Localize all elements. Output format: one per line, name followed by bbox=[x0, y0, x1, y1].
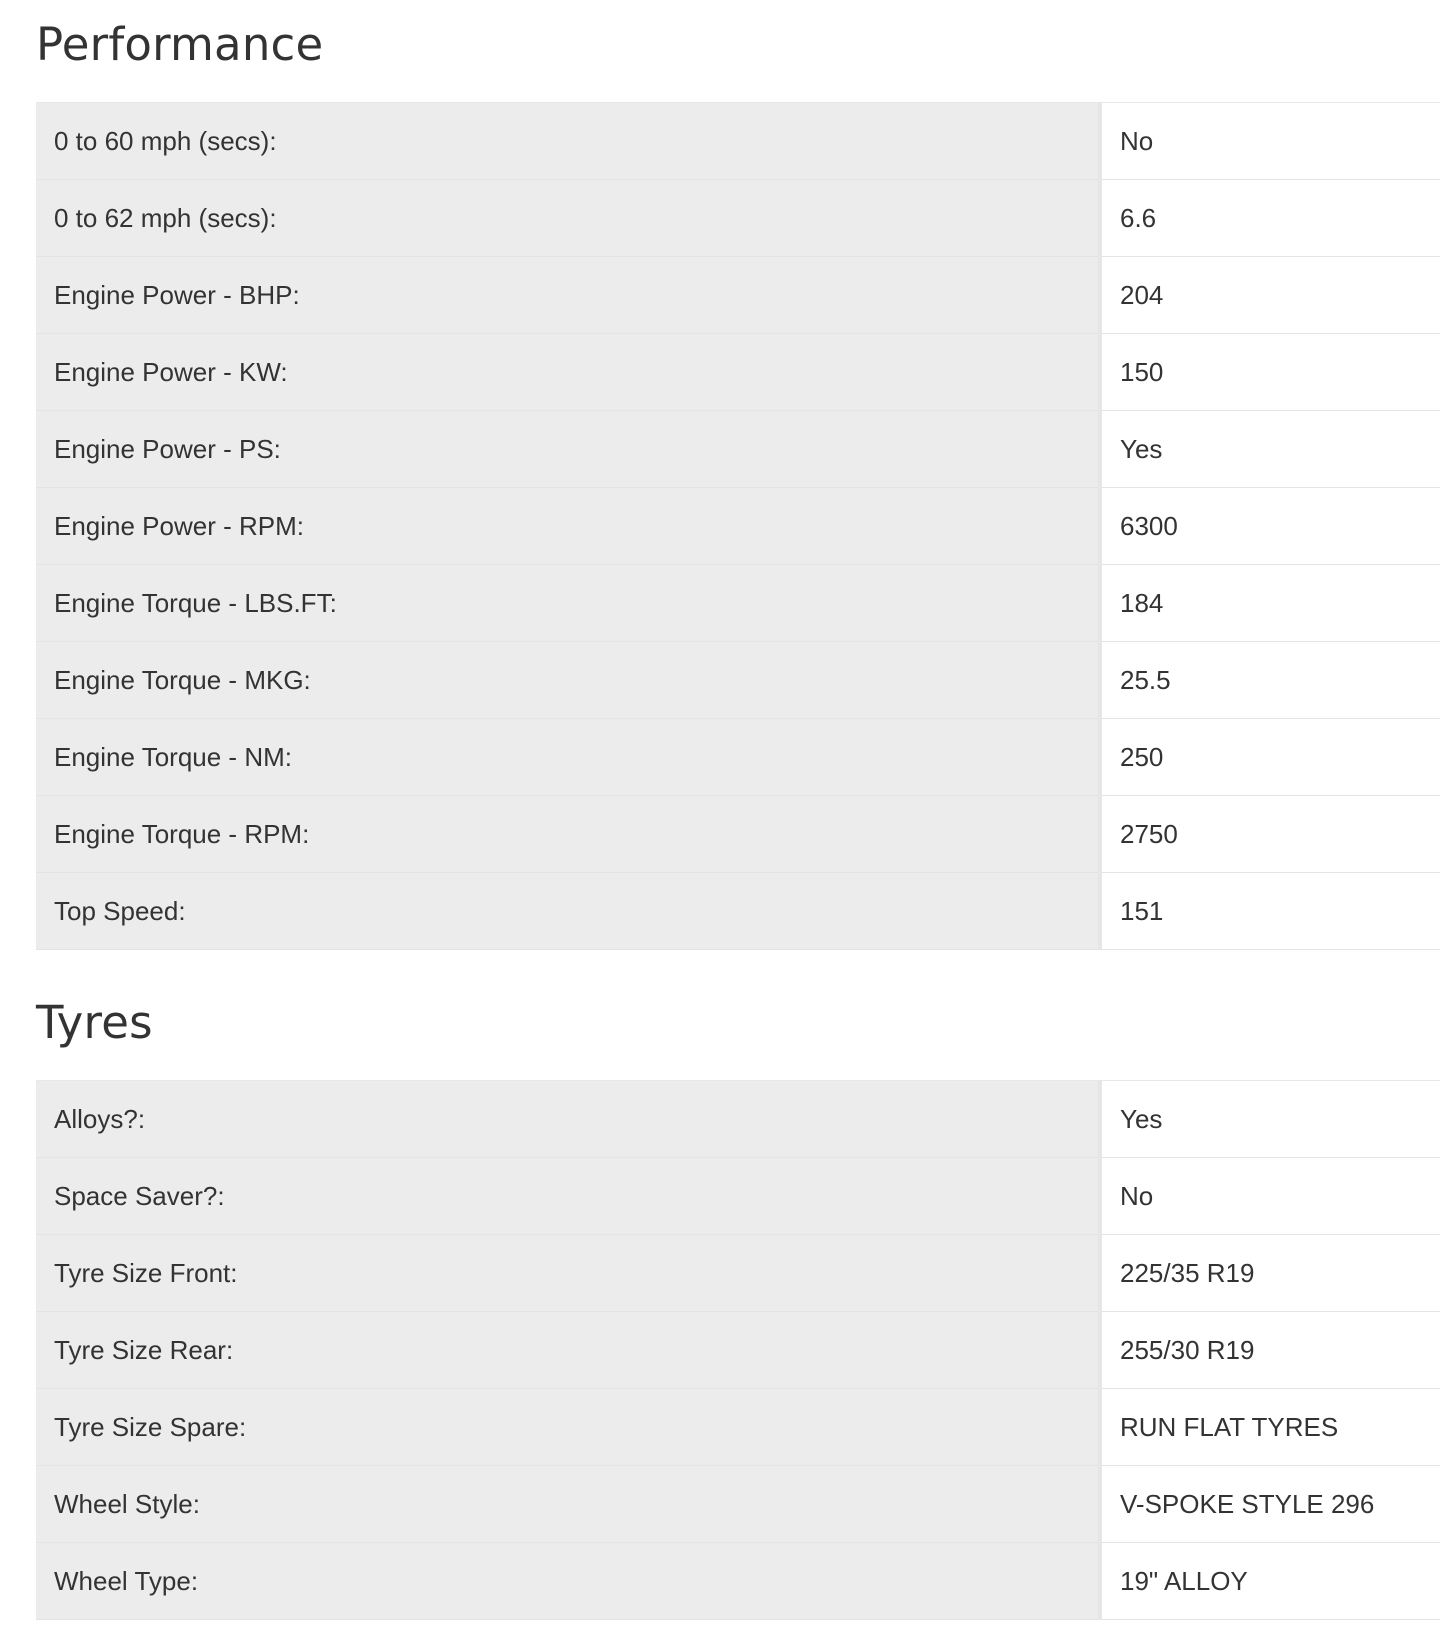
performance-section bbox=[36, 18, 1440, 71]
row-value: 6.6 bbox=[1100, 180, 1440, 257]
table-row bbox=[36, 873, 1440, 950]
tyres-table bbox=[36, 1080, 1440, 1620]
row-value: 250 bbox=[1100, 719, 1440, 796]
row-label: Tyre Size Spare: bbox=[36, 1389, 1100, 1466]
row-label: Wheel Type: bbox=[36, 1543, 1100, 1620]
table-row bbox=[36, 180, 1440, 257]
row-label: Alloys?: bbox=[36, 1081, 1100, 1158]
table-row bbox=[36, 103, 1440, 180]
row-label: Tyre Size Rear: bbox=[36, 1312, 1100, 1389]
row-label: Top Speed: bbox=[36, 873, 1100, 950]
row-label: Engine Power - BHP: bbox=[36, 257, 1100, 334]
row-value: 184 bbox=[1100, 565, 1440, 642]
table-row bbox=[36, 334, 1440, 411]
table-row bbox=[36, 1543, 1440, 1620]
row-label: Engine Power - RPM: bbox=[36, 488, 1100, 565]
row-value: Yes bbox=[1100, 411, 1440, 488]
performance-table-wrap bbox=[36, 102, 1440, 950]
row-value: V-SPOKE STYLE 296 bbox=[1100, 1466, 1440, 1543]
row-value: 19" ALLOY bbox=[1100, 1543, 1440, 1620]
row-label: Engine Torque - NM: bbox=[36, 719, 1100, 796]
section-title-tyres: Tyres bbox=[36, 996, 153, 1049]
table-row bbox=[36, 1158, 1440, 1235]
table-row bbox=[36, 257, 1440, 334]
row-value: RUN FLAT TYRES bbox=[1100, 1389, 1440, 1466]
row-label: Engine Power - KW: bbox=[36, 334, 1100, 411]
tyres-section bbox=[36, 996, 1440, 1049]
table-row bbox=[36, 796, 1440, 873]
row-label: Engine Torque - LBS.FT: bbox=[36, 565, 1100, 642]
table-row bbox=[36, 411, 1440, 488]
tyres-table-wrap bbox=[36, 1080, 1440, 1620]
row-label: Engine Torque - MKG: bbox=[36, 642, 1100, 719]
row-label: Tyre Size Front: bbox=[36, 1235, 1100, 1312]
table-row bbox=[36, 1466, 1440, 1543]
table-row bbox=[36, 1312, 1440, 1389]
row-value: 255/30 R19 bbox=[1100, 1312, 1440, 1389]
table-row bbox=[36, 488, 1440, 565]
table-row bbox=[36, 565, 1440, 642]
table-row bbox=[36, 1235, 1440, 1312]
row-value: No bbox=[1100, 103, 1440, 180]
row-value: No bbox=[1100, 1158, 1440, 1235]
row-label: 0 to 62 mph (secs): bbox=[36, 180, 1100, 257]
section-title-performance: Performance bbox=[36, 18, 324, 71]
row-value: 204 bbox=[1100, 257, 1440, 334]
row-label: 0 to 60 mph (secs): bbox=[36, 103, 1100, 180]
row-label: Engine Torque - RPM: bbox=[36, 796, 1100, 873]
row-label: Wheel Style: bbox=[36, 1466, 1100, 1543]
row-value: 2750 bbox=[1100, 796, 1440, 873]
row-value: 25.5 bbox=[1100, 642, 1440, 719]
table-row bbox=[36, 1081, 1440, 1158]
row-label: Space Saver?: bbox=[36, 1158, 1100, 1235]
table-row bbox=[36, 719, 1440, 796]
row-value: 225/35 R19 bbox=[1100, 1235, 1440, 1312]
table-row bbox=[36, 642, 1440, 719]
performance-table bbox=[36, 102, 1440, 950]
table-row bbox=[36, 1389, 1440, 1466]
row-label: Engine Power - PS: bbox=[36, 411, 1100, 488]
row-value: 6300 bbox=[1100, 488, 1440, 565]
row-value: 151 bbox=[1100, 873, 1440, 950]
row-value: 150 bbox=[1100, 334, 1440, 411]
row-value: Yes bbox=[1100, 1081, 1440, 1158]
